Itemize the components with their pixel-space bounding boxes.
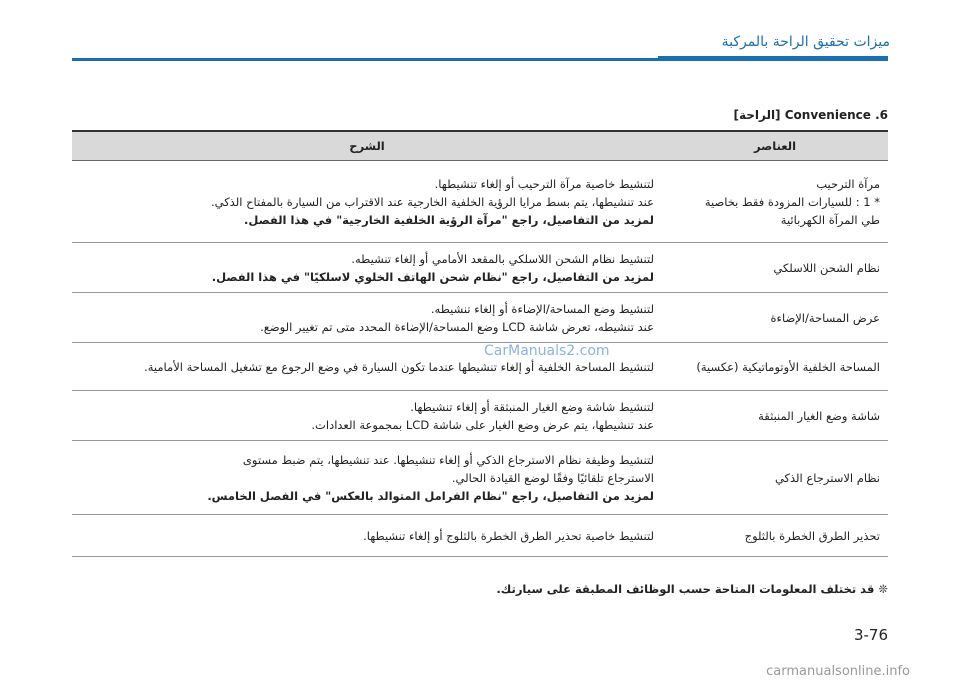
description-cell	[72, 391, 662, 441]
feature-cell	[662, 243, 888, 293]
feature-cell	[662, 161, 888, 243]
table-row	[72, 343, 888, 391]
watermark-carmanualsonline: carmanualsonline.info	[766, 664, 910, 679]
description-line: الاسترجاع تلقائيًا وفقًا لوضع القيادة الحالي.	[451, 470, 654, 485]
description-cell	[72, 441, 662, 515]
settings-table	[72, 130, 888, 557]
description-line: لتنشيط شاشة وضع الغيار المنبثقة أو إلغاء تنشيطها.	[410, 399, 654, 414]
description-line: لتنشيط نظام الشحن اللاسلكي بالمقعد الأمامي أو إلغاء تنشيطه.	[351, 251, 654, 266]
reference-line: لمزيد من التفاصيل، راجع "نظام الفرامل المتوالد بالعكس" في الفصل الخامس.	[207, 488, 654, 503]
table-row	[72, 293, 888, 343]
table-row	[72, 161, 888, 243]
reference-line: لمزيد من التفاصيل، راجع "نظام شحن الهاتف الخلوي لاسلكيًا" في هذا الفصل.	[211, 269, 654, 284]
feature-line: مرآة الترحيب	[816, 176, 880, 191]
description-line: لتنشيط وظيفة نظام الاسترجاع الذكي أو إلغاء تنشيطها. عند تنشيطها، يتم ضبط مستوى	[242, 452, 654, 467]
description-line: عند تنشيطها، يتم عرض وضع الغيار على شاشة LCD بمجموعة العدادات.	[311, 417, 654, 432]
feature-cell	[662, 391, 888, 441]
description-line: عند تنشيطها، يتم بسط مرايا الرؤية الخلفية الخارجية عند الاقتراب من السيارة بالمفتاح الذكي.	[210, 194, 654, 209]
header-accent-bar	[658, 56, 888, 61]
feature-cell	[662, 515, 888, 557]
description-cell	[72, 515, 662, 557]
description-line: لتنشيط المساحة الخلفية أو إلغاء تنشيطها عندما تكون السيارة في وضع الرجوع مع تشغيل المساحة الأمامية.	[144, 359, 654, 374]
feature-line: * 1 : للسيارات المزودة فقط بخاصية	[704, 194, 880, 209]
feature-cell	[662, 343, 888, 391]
reference-line: لمزيد من التفاصيل، راجع "مرآة الرؤية الخلفية الخارجية" في هذا الفصل.	[243, 212, 654, 227]
description-line: لتنشيط وضع المساحة/الإضاءة أو إلغاء تنشيطه.	[430, 301, 654, 316]
feature-line: عرض المساحة/الإضاءة	[770, 310, 880, 325]
feature-line: طي المرآة الكهربائية	[780, 212, 880, 227]
column-header-items: العناصر	[662, 131, 888, 161]
description-cell	[72, 243, 662, 293]
table-row	[72, 515, 888, 557]
watermark-carmanuals2: CarManuals2.com	[484, 343, 610, 359]
page-number: 3-76	[853, 626, 888, 644]
column-header-description: الشرح	[72, 131, 662, 161]
feature-cell	[662, 441, 888, 515]
section-heading: 6. Convenience [الراحة]	[733, 108, 888, 122]
feature-line: نظام الشحن اللاسلكي	[773, 260, 880, 275]
table-row	[72, 441, 888, 515]
description-cell	[72, 161, 662, 243]
footnote: ❊ قد تختلف المعلومات المتاحة حسب الوظائف المطبقة على سيارتك.	[496, 582, 888, 596]
table-row	[72, 391, 888, 441]
feature-cell	[662, 293, 888, 343]
description-line: لتنشيط خاصية مرآة الترحيب أو إلغاء تنشيطها.	[434, 176, 654, 191]
header-title: ميزات تحقيق الراحة بالمركبة	[721, 34, 890, 50]
feature-line: شاشة وضع الغيار المنبثقة	[758, 408, 880, 423]
description-line: عند تنشيطه، تعرض شاشة LCD وضع المساحة/الإضاءة المحدد متى تم تغيير الوضع.	[260, 319, 654, 334]
feature-line: المساحة الخلفية الأوتوماتيكية (عكسية)	[696, 359, 880, 374]
feature-line: تحذير الطرق الخطرة بالثلوج	[744, 528, 880, 543]
description-line: لتنشيط خاصية تحذير الطرق الخطرة بالثلوج أو إلغاء تنشيطها.	[363, 528, 654, 543]
table-header-row	[72, 131, 888, 161]
feature-line: نظام الاسترجاع الذكي	[774, 470, 880, 485]
table-row	[72, 243, 888, 293]
description-cell	[72, 293, 662, 343]
